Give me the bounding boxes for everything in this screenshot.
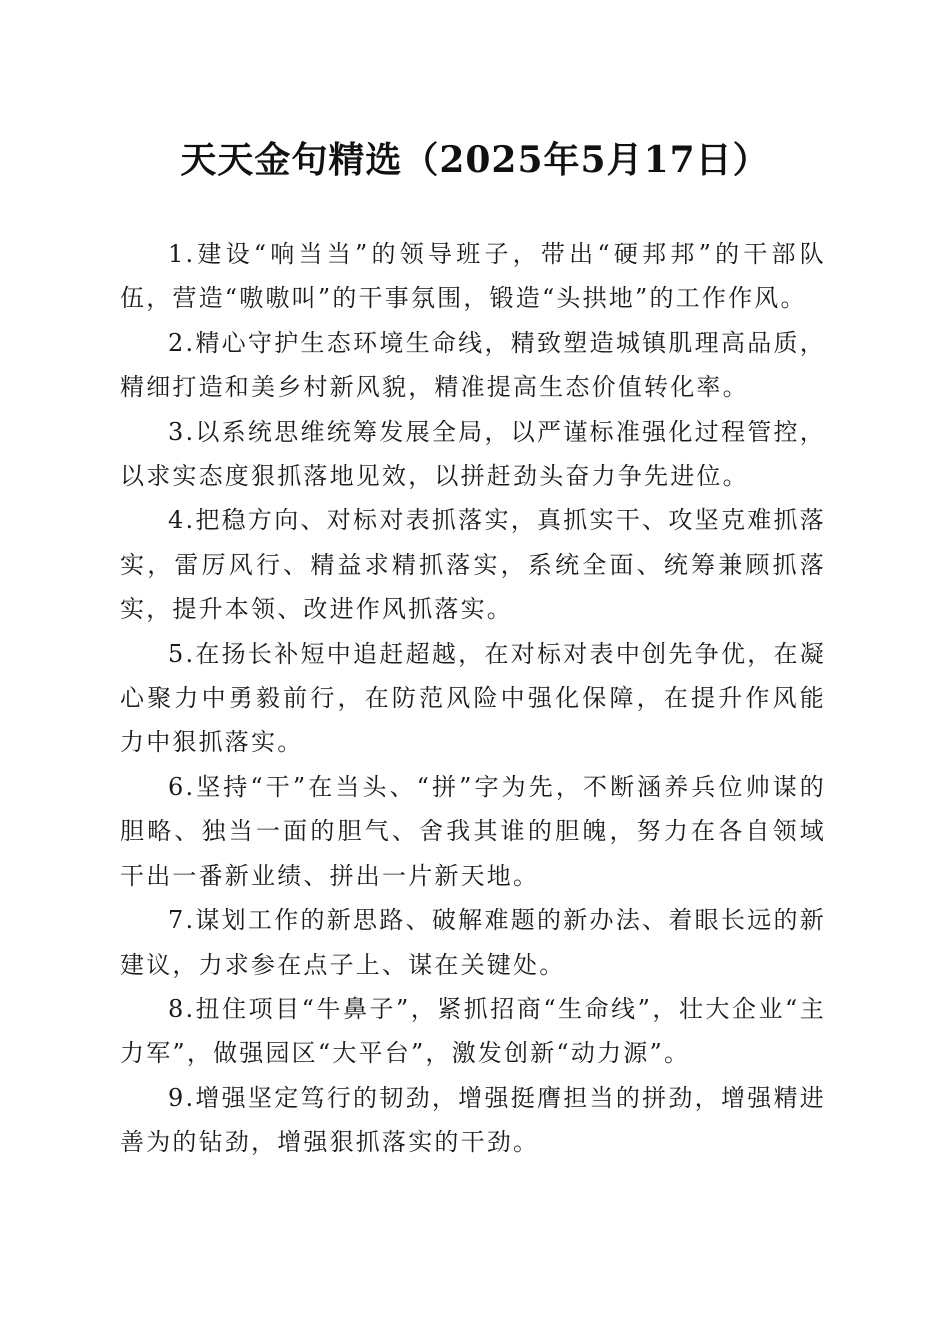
quote-paragraph-9: 9.增强坚定笃行的韧劲，增强挺膺担当的拼劲，增强精进善为的钻劲，增强狠抓落实的干劲。 <box>120 1083 826 1157</box>
document-title: 天天金句精选（2025年5月17日） <box>180 139 770 181</box>
quote-paragraph-5: 5.在扬长补短中追赶超越，在对标对表中创先争优，在凝心聚力中勇毅前行，在防范风险中强化保障，在提升作风能力中狠抓落实。 <box>120 639 826 757</box>
quote-paragraph-8: 8.扭住项目“牛鼻子”，紧抓招商“生命线”，壮大企业“主力军”，做强园区“大平台”，激发创新“动力源”。 <box>120 994 826 1068</box>
quote-paragraph-1: 1.建设“响当当”的领导班子，带出“硬邦邦”的干部队伍，营造“嗷嗷叫”的干事氛围，锻造“头拱地”的工作作风。 <box>120 240 826 313</box>
quote-paragraph-2: 2.精心守护生态环境生命线，精致塑造城镇肌理高品质，精细打造和美乡村新风貌，精准提高生态价值转化率。 <box>120 328 826 402</box>
quote-paragraph-6: 6.坚持“干”在当头、“拼”字为先，不断涵养兵位帅谋的胆略、独当一面的胆气、舍我其谁的胆魄，努力在各自领域干出一番新业绩、拼出一片新天地。 <box>120 772 826 890</box>
quote-paragraph-4: 4.把稳方向、对标对表抓落实，真抓实干、攻坚克难抓落实，雷厉风行、精益求精抓落实，系统全面、统筹兼顾抓落实，提升本领、改进作风抓落实。 <box>120 506 826 624</box>
document-body <box>120 232 826 1165</box>
quote-paragraph-7: 7.谋划工作的新思路、破解难题的新办法、着眼长远的新建议，力求参在点子上、谋在关键处。 <box>120 906 826 979</box>
quote-paragraph-3: 3.以系统思维统筹发展全局，以严谨标准强化过程管控，以求实态度狠抓落地见效，以拼赶劲头奋力争先进位。 <box>120 417 826 491</box>
